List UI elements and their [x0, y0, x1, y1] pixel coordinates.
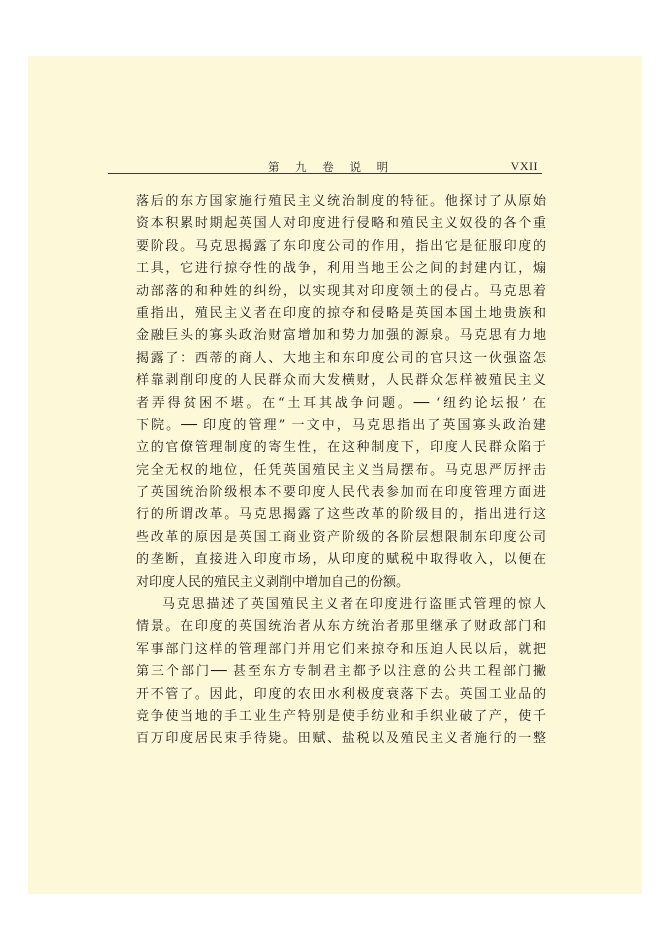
running-header: [108, 105, 542, 174]
text-line: 金融巨头的寡头政治财富增加和势力加强的源泉。马克思有力地: [136, 328, 546, 344]
text-line: 军事部门这样的管理部门并用它们来掠夺和压迫人民以后，就把: [136, 641, 546, 657]
text-line: 了英国统治阶级根本不要印度人民代表参加而在印度管理方面进: [136, 485, 546, 501]
header-title: 第 九 卷 说 明: [268, 160, 395, 174]
text-line: 第三个部门── 甚至东方专制君主都予以注意的公共工程部门撇: [136, 664, 546, 680]
text-line: 样靠剥削印度的人民群众而大发横财，人民群众怎样被殖民主义: [136, 373, 546, 389]
body-text: [136, 191, 546, 751]
text-line: 下院。── 印度的管理” 一文中，马克思指出了英国寡头政治建: [136, 417, 546, 433]
text-line: 落后的东方国家施行殖民主义统治制度的特征。他探讨了从原始: [136, 194, 546, 209]
text-line: 重指出，殖民主义者在印度的掠夺和侵略是英国本国土地贵族和: [136, 305, 546, 321]
text-line: 揭露了：西蒂的商人、大地主和东印度公司的官只这一伙强盗怎: [136, 350, 546, 366]
text-line: 情景。在印度的英国统治者从东方统治者那里继承了财政部门和: [136, 619, 546, 635]
text-line: 的垄断，直接进入印度市场，从印度的赋税中取得收入，以便在: [136, 552, 546, 568]
text-line: 完全无权的地位，任凭英国殖民主义当局摆布。马克思严厉抨击: [136, 462, 546, 478]
text-line: 开不管了。因此，印度的农田水利极度衰落下去。英国工业品的: [136, 686, 546, 702]
text-line: 工具，它进行掠夺性的战争，利用当地王公之间的封建内讧，煽: [136, 261, 546, 277]
paragraph: [136, 191, 546, 594]
text-line: 行的所谓改革。马克思揭露了这些改革的阶级目的，指出进行这: [136, 507, 546, 523]
paragraph: [136, 594, 546, 751]
text-line: 马克思描述了英国殖民主义者在印度进行盗匪式管理的惊人: [162, 597, 546, 613]
text-line: 者弄得贫困不堪。在“土耳其战争问题。── ‘纽约论坛报’ 在: [136, 395, 546, 411]
text-line: 竞争使当地的手工业生产特别是使手纺业和手织业破了产，使千: [136, 708, 546, 724]
header-page-number: VXII: [510, 159, 538, 173]
text-line: 动部落的和种姓的纠纷，以实现其对印度领土的侵占。马克思着: [136, 283, 546, 299]
text-line: 百万印度居民束手待毙。田赋、盐税以及殖民主义者施行的一整: [136, 731, 546, 747]
text-line: 资本积累时期起英国人对印度进行侵略和殖民主义奴役的各个重: [136, 216, 546, 232]
text-line: 要阶段。马克思揭露了东印度公司的作用，指出它是征服印度的: [136, 238, 546, 254]
text-line: 对印度人民的殖民主义剥削中增加自己的份额。: [136, 574, 410, 590]
text-line: 立的官僚管理制度的寄生性，在这种制度下，印度人民群众陷于: [136, 440, 546, 456]
text-line: 些改革的原因是英国工商业资产阶级的各阶层想限制东印度公司: [136, 529, 546, 545]
